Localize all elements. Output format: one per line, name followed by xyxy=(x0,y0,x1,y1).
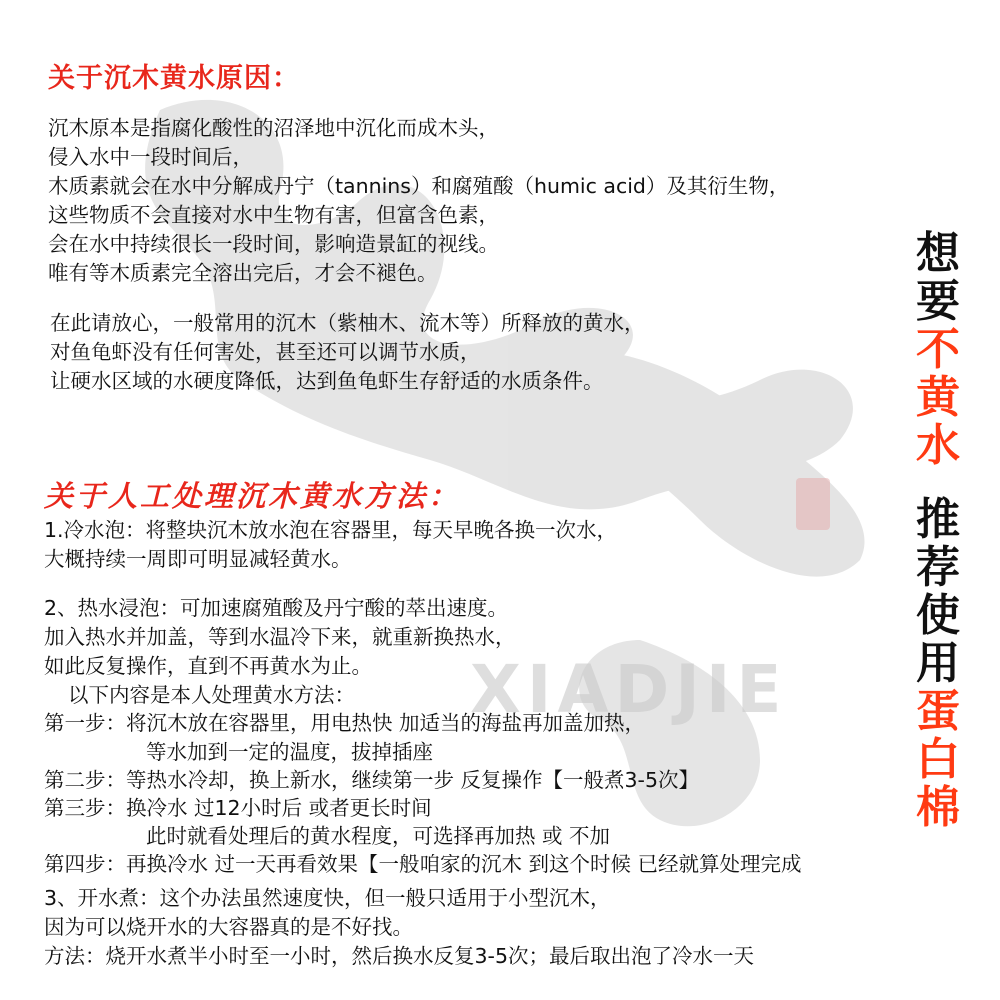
side-char: 白 xyxy=(916,734,960,785)
step-line: 第一步：将沉木放在容器里，用电热快 加适当的海盐再加盖加热， xyxy=(44,711,646,735)
section1-line: 会在水中持续很长一段时间，影响造景缸的视线。 xyxy=(48,232,499,256)
method3-line: 方法：烧开水煮半小时至一小时，然后换水反复3-5次；最后取出泡了冷水一天 xyxy=(44,944,754,968)
step-line: 第四步：再换冷水 过一天再看效果【一般咱家的沉木 到这个时候 已经就算处理完成 xyxy=(44,854,802,875)
method2-line: 如此反复操作，直到不再黄水为止。 xyxy=(44,654,372,678)
section1-title: 关于沉木黄水原因： xyxy=(48,63,300,94)
method3-line: 3、开水煮：这个办法虽然速度快，但一般只适用于小型沉木， xyxy=(44,886,611,910)
side-char: 用 xyxy=(916,638,960,689)
side-char: 想 xyxy=(916,228,960,279)
section1-line: 让硬水区域的水硬度降低，达到鱼龟虾生存舒适的水质条件。 xyxy=(50,369,604,393)
side-char: 蛋 xyxy=(916,686,960,737)
section1-line: 在此请放心，一般常用的沉木（紫柚木、流木等）所释放的黄水， xyxy=(50,311,645,335)
side-char: 不 xyxy=(916,324,960,375)
side-char: 水 xyxy=(916,420,960,471)
step-line: 第三步：换冷水 过12小时后 或者更长时间 xyxy=(44,796,432,820)
method2-line: 加入热水并加盖，等到水温冷下来，就重新换热水， xyxy=(44,625,516,649)
method1-line: 大概持续一周即可明显减轻黄水。 xyxy=(44,547,352,571)
side-char: 推 xyxy=(916,494,960,545)
side-char: 黄 xyxy=(916,372,960,423)
section1-line: 侵入水中一段时间后， xyxy=(48,145,253,169)
section1-line: 沉木原本是指腐化酸性的沼泽地中沉化而成木头， xyxy=(48,116,499,140)
method3-line: 因为可以烧开水的大容器真的是不好找。 xyxy=(44,915,413,939)
side-char: 要 xyxy=(916,276,960,327)
side-char: 棉 xyxy=(916,782,960,833)
section1-line: 这些物质不会直接对水中生物有害，但富含色素， xyxy=(48,203,499,227)
section2-title: 关于人工处理沉木黄水方法： xyxy=(44,479,461,513)
watermark-text: XIADJIE xyxy=(470,651,788,728)
method2-line: 以下内容是本人处理黄水方法： xyxy=(68,683,355,707)
watermark-seal xyxy=(796,478,830,530)
side-char: 使 xyxy=(916,590,960,641)
side-char: 荐 xyxy=(916,542,960,593)
section1-line: 木质素就会在水中分解成丹宁（tannins）和腐殖酸（humic acid）及其衍生物， xyxy=(48,174,790,198)
step-line: 等水加到一定的温度，拔掉插座 xyxy=(146,740,433,764)
method2-line: 2、热水浸泡：可加速腐殖酸及丹宁酸的萃出速度。 xyxy=(44,596,509,620)
step-line: 此时就看处理后的黄水程度，可选择再加热 或 不加 xyxy=(146,824,611,848)
method1-line: 1.冷水泡：将整块沉木放水泡在容器里，每天早晚各换一次水， xyxy=(44,518,618,542)
side-promo-vertical xyxy=(908,228,968,834)
section1-line: 对鱼龟虾没有任何害处，甚至还可以调节水质， xyxy=(50,340,481,364)
step-line: 第二步：等热水冷却，换上新水，继续第一步 反复操作【一般煮3-5次】 xyxy=(44,768,699,792)
section1-line: 唯有等木质素完全溶出完后，才会不褪色。 xyxy=(48,261,438,285)
